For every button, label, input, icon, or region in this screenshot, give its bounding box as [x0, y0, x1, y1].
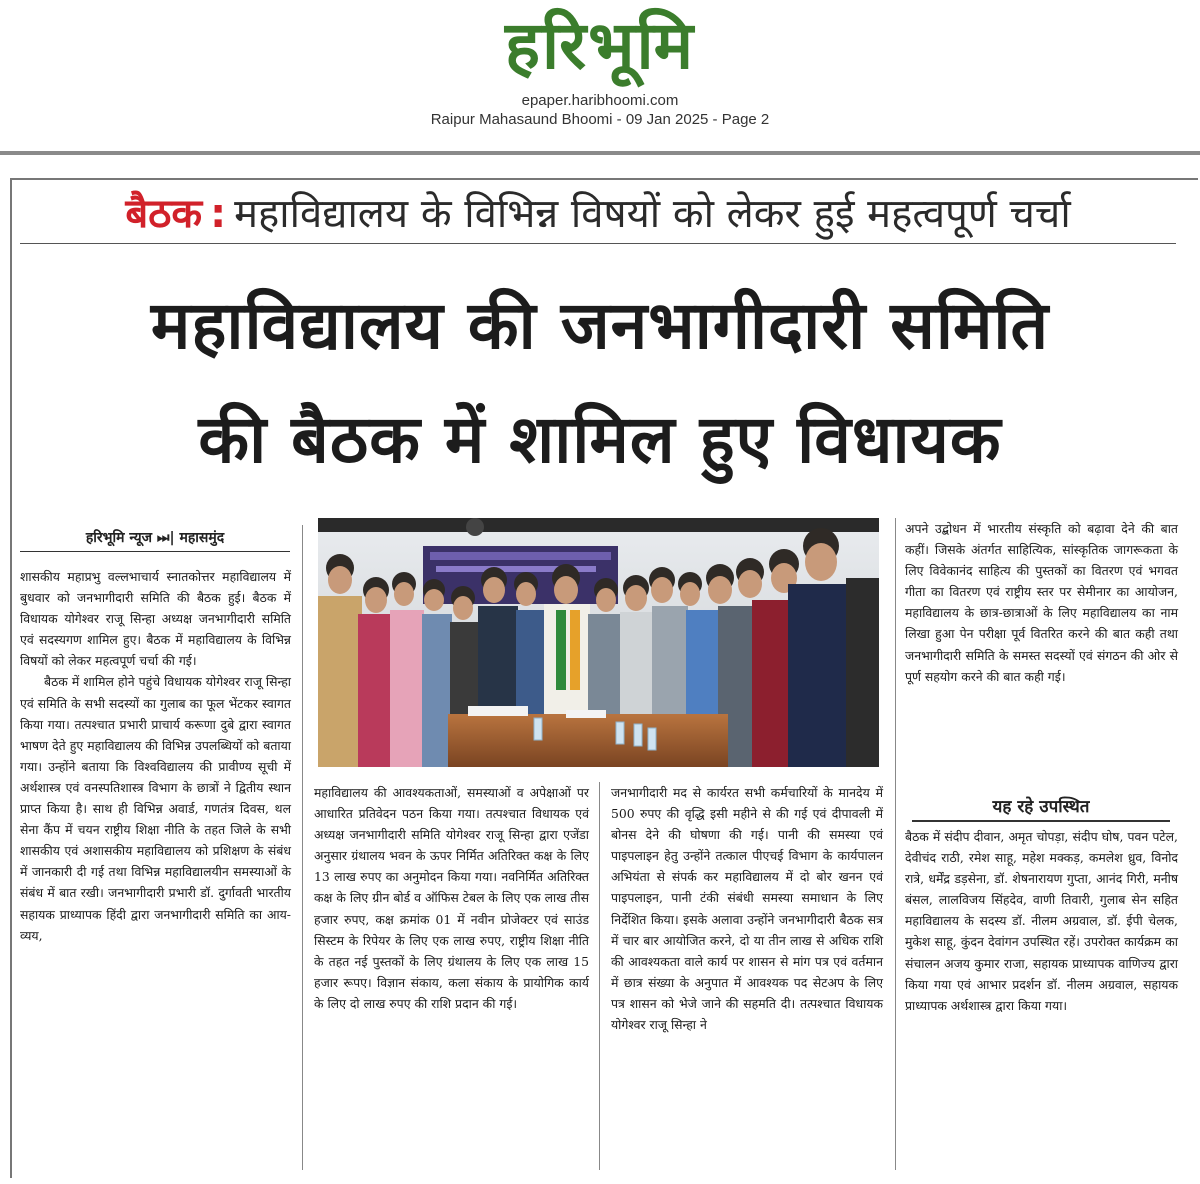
article-kicker [20, 186, 1176, 242]
kicker-text: महाविद्यालय के विभिन्न विषयों को लेकर हुई महत्वपूर्ण चर्चा [234, 191, 1071, 237]
article-column-1 [20, 566, 291, 946]
article-column-2 [314, 782, 589, 1014]
article-column-3 [611, 782, 883, 1035]
page-header [0, 0, 1200, 152]
site-url: epaper.haribhoomi.com [521, 92, 679, 109]
column-divider-2 [599, 782, 600, 1170]
attendees-subhead: यह रहे उपस्थित [912, 794, 1170, 822]
column-4-paragraph-1: अपने उद्बोधन में भारतीय संस्कृति को बढ़ावा देने की बात कहीं। जिसके अंतर्गत साहित्यिक, सांस्कृतिक जागरूकता के लिए विवेकानंद साहित्य की पुस्तकों का वितरण एवं भगवत गीता का वितरण एवं राष्ट्रीय स्तर पर सेमीनार का आयोजन, महाविद्यालय के छात्र-छात्राओं के लिए महाविद्यालय का नाम लिखा हुआ पेन परीक्षा पूर्व वितरित करने की बात कही तथा जनभागीदारी समिति के समस्त सदस्यों एवं संगठन की ओर से पूर्ण सहयोग करने की बात कही गई। [905, 521, 1178, 684]
byline: हरिभूमि न्यूज ⏭| महासमुंद [20, 525, 290, 552]
column-2-paragraph-1: महाविद्यालय की आवश्यकताओं, समस्याओं व अपेक्षाओं पर आधारित प्रतिवेदन पठन किया गया। तत्पश्चात विधायक एवं अध्यक्ष जनभागीदारी समिति योगेश्वर राजू सिन्हा द्वारा एजेंडा अनुसार ग्रंथालय भवन के ऊपर निर्मित अतिरिक्त कक्ष के लिए 13 लाख रुपए का अनुमोदन किया गया। नवनिर्मित अतिरिक्त कक्ष के लिए ग्रीन बोर्ड व ऑफिस टेबल के लिए एक लाख तीस हजार रुपए, कक्ष क्रमांक 01 में नवीन प्रोजेक्टर एवं साउंड सिस्टम के रिपेयर के लिए एक लाख रुपए, राष्ट्रीय शिक्षा नीति के तहत नई पुस्तकों के लिए ग्रंथालय के लिए एक लाख 15 हजार रूपए। विज्ञान संकाय, कला संकाय के प्रायोगिक कार्य के लिए दो लाख रुपए की राशि प्रदान की गई। [314, 785, 589, 1011]
article-photo [318, 518, 879, 767]
edition-line: Raipur Mahasaund Bhoomi - 09 Jan 2025 - Page 2 [430, 111, 770, 128]
kicker-separator: : [210, 191, 227, 237]
article-column-4-top [905, 518, 1178, 687]
column-4-paragraph-2: बैठक में संदीप दीवान, अमृत चोपड़ा, संदीप घोष, पवन पटेल, देवीचंद राठी, रमेश साहू, महेश मक्कड़, कमलेश ध्रुव, विनोद रात्रे, धर्मेंद्र डड़सेना, डॉ. शेषनारायण गुप्ता, आनंद गिरी, मनीष बंसल, लालविजय सिंहदेव, वाणी तिवारी, गुलाब सेन सहित महाविद्यालय के सदस्य डॉ. नीलम अग्रवाल, डॉ. ईपी चेलक, मुकेश साहू, कुंदन देवांगन उपस्थित रहें। उपरोक्त कार्यक्रम का संचालन अजय कुमार राजा, सहायक प्राध्यापक वाणिज्य द्वारा किया गया एवं आभार प्रदर्शन डॉ. नीलम अग्रवाल, सहायक प्राध्यापक अर्थशास्त्र द्वारा किया गया। [905, 829, 1178, 1013]
article-column-4-bottom [905, 826, 1178, 1016]
column-divider-1 [302, 525, 303, 1170]
header-divider [0, 151, 1200, 155]
column-3-paragraph-1: जनभागीदारी मद से कार्यरत सभी कर्मचारियों के मानदेय में 500 रुपए की वृद्धि इसी महीने से की गई एवं दीपावली में बोनस देने की घोषणा की गई। पानी की समस्या एवं पाइपलाइन हेतु उन्होंने तत्काल पीएचई विभाग के कार्यपालन अभियंता से संपर्क कर महाविद्यालय में दो बोर खनन एवं पाइपलाइन, पानी टंकी संबंधी समस्या समाधान के लिए निर्देशित किया। इसके अलावा उन्होंने जनभागीदारी बैठक सत्र में चार बार आयोजित करने, दो या तीन लाख से अधिक राशि की आवश्यकता वाले कार्य पर शासन से मांग पत्र एवं वर्तमान में छात्र संख्या के अनुपात में आवश्यक पद सेटअप के लिए पत्र शासन को भेजे जाने की सहमति दी। तत्पश्चात विधायक योगेश्वर राजू सिन्हा ने [611, 785, 883, 1033]
column-divider-3 [895, 518, 896, 1170]
kicker-label: बैठक [125, 191, 203, 237]
kicker-divider [20, 243, 1176, 244]
masthead-logo: हरिभूमि [504, 7, 696, 84]
headline-line-2: की बैठक में शामिल हुए विधायक [198, 401, 1002, 478]
column-1-paragraph-2: बैठक में शामिल होने पहुंचे विधायक योगेश्वर राजू सिन्हा एवं समिति के सभी सदस्यों का गुलाब का फूल भेंटकर स्वागत किया गया। तत्पश्चात प्रभारी प्राचार्य करूणा दुबे द्वारा स्वागत भाषण देते हुए महाविद्यालय की विभिन्न उपलब्धियों को बताया गया। उन्होंने बताया कि विश्वविद्यालय की प्रावीण्य सूची में अर्थशास्त्र एवं वनस्पतिशास्त्र विभाग के छात्रों ने द्वितीय स्थान प्राप्त किया है। साथ ही विभिन्न अवार्ड, गणतंत्र दिवस, थल सेना कैंप में चयन राष्ट्रीय शिक्षा नीति के तहत जिले के सभी शासकीय एवं अशासकीय महाविद्यालय को प्रशिक्षण के संबंध में जानकारी दी गई तथा विभिन्न महाविद्यालयीन समस्याओं के संबंध में बात रखी। जनभागीदारी प्रभारी डॉ. दुर्गावती भारतीय सहायक प्राध्यापक हिंदी द्वारा जनभागीदारी समिति का आय-व्यय, [20, 674, 291, 943]
article-headline [20, 276, 1180, 490]
headline-line-1: महाविद्यालय की जनभागीदारी समिति [150, 287, 1050, 364]
meeting-group-photo [318, 518, 879, 767]
column-1-paragraph-1: शासकीय महाप्रभु वल्लभाचार्य स्नातकोत्तर महाविद्यालय में बुधवार को जनभागीदारी समिति की बैठक हुई। बैठक में विधायक योगेश्वर राजू सिन्हा अध्यक्ष जनभागीदारी समिति एवं सदस्यगण शामिल हुए। बैठक में महाविद्यालय के विभिन्न विषयों को लेकर महत्वपूर्ण चर्चा की गई। [20, 569, 291, 669]
